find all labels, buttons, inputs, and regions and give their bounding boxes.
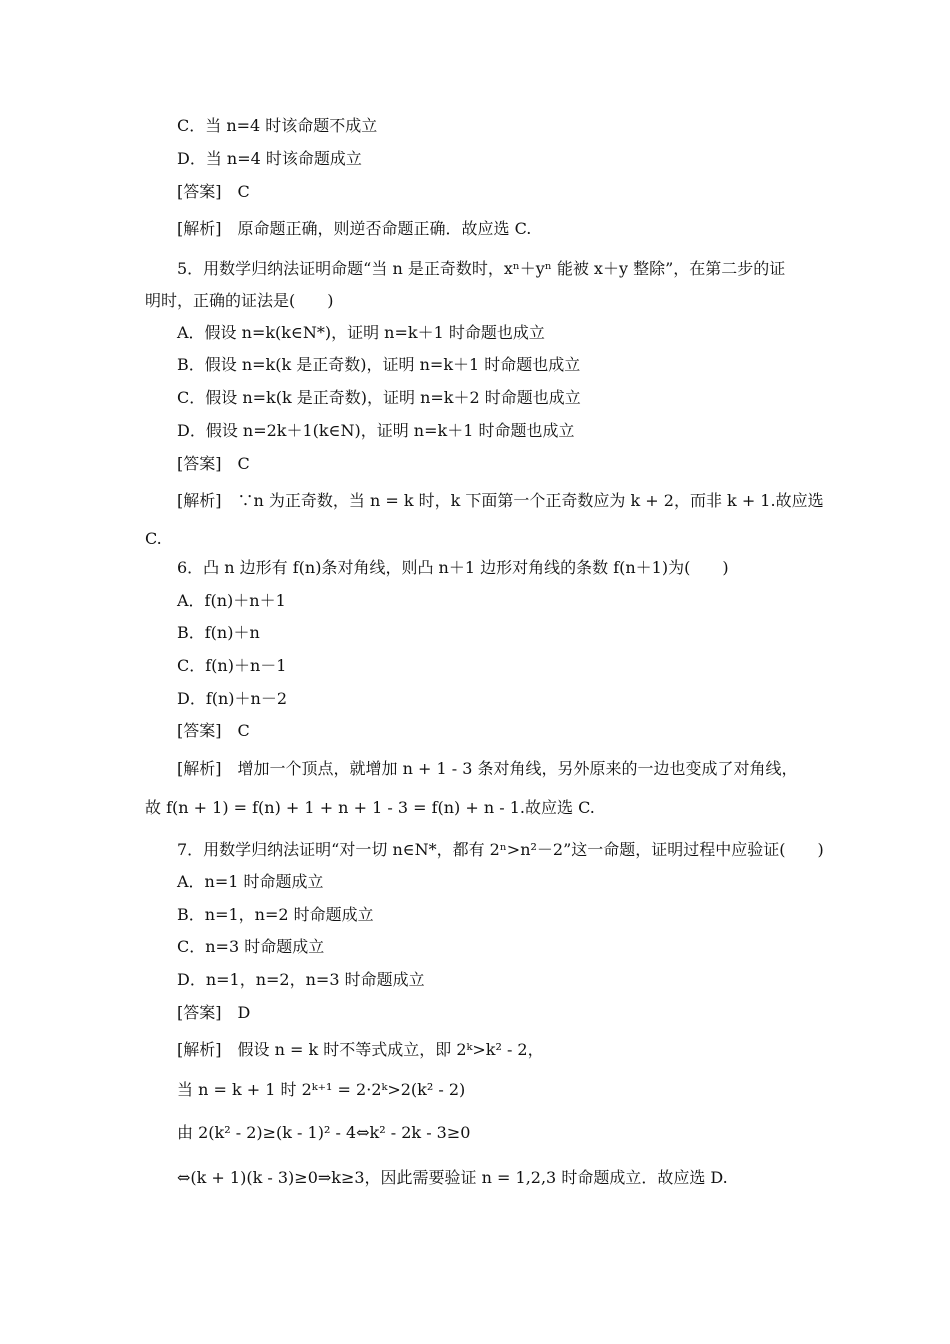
analysis-q7-line2: 当 n = k + 1 时 2ᵏ⁺¹ = 2·2ᵏ>2(k² - 2) xyxy=(177,1080,466,1099)
option-a-q5: A．假设 n=k(k∈N*)，证明 n=k＋1 时命题也成立 xyxy=(177,323,545,342)
option-d-q7: D．n=1，n=2，n=3 时命题成立 xyxy=(177,970,425,989)
option-d-q4: D．当 n=4 时该命题成立 xyxy=(177,149,362,168)
analysis-q5-line1: [解析] ∵n 为正奇数，当 n = k 时，k 下面第一个正奇数应为 k + 2，而非 k + 1.故应选 xyxy=(177,491,824,510)
answer-q5: [答案] C xyxy=(177,454,250,473)
option-c-q5: C．假设 n=k(k 是正奇数)，证明 n=k＋2 时命题也成立 xyxy=(177,388,581,407)
question-7: 7．用数学归纳法证明“对一切 n∈N*，都有 2ⁿ>n²－2”这一命题，证明过程中应验证( ) xyxy=(177,840,824,859)
answer-q4: [答案] C xyxy=(177,182,250,201)
option-a-q7: A．n=1 时命题成立 xyxy=(177,872,324,891)
answer-q6: [答案] C xyxy=(177,721,250,740)
analysis-q5-line2: C. xyxy=(145,529,162,548)
option-b-q6: B．f(n)＋n xyxy=(177,623,260,642)
question-5-line1: 5．用数学归纳法证明命题“当 n 是正奇数时，xⁿ＋yⁿ 能被 x＋y 整除”，在第二步的证 xyxy=(177,259,786,278)
analysis-q7-line3: 由 2(k² - 2)≥(k - 1)² - 4⇔k² - 2k - 3≥0 xyxy=(177,1123,471,1142)
answer-q7: [答案] D xyxy=(177,1003,251,1022)
option-b-q5: B．假设 n=k(k 是正奇数)，证明 n=k＋1 时命题也成立 xyxy=(177,355,581,374)
analysis-q7-line4: ⇔(k + 1)(k - 3)≥0⇒k≥3，因此需要验证 n = 1,2,3 时命题成立．故应选 D. xyxy=(177,1168,728,1187)
option-d-q5: D．假设 n=2k＋1(k∈N)，证明 n=k＋1 时命题也成立 xyxy=(177,421,575,440)
option-c-q4: C．当 n=4 时该命题不成立 xyxy=(177,116,378,135)
analysis-q6-line1: [解析] 增加一个顶点，就增加 n + 1 - 3 条对角线，另外原来的一边也变成了对角线， xyxy=(177,759,798,778)
question-5-line2: 明时，正确的证法是( ) xyxy=(145,291,334,310)
option-d-q6: D．f(n)＋n－2 xyxy=(177,689,288,708)
analysis-q4: [解析] 原命题正确，则逆否命题正确．故应选 C. xyxy=(177,219,532,238)
option-b-q7: B．n=1，n=2 时命题成立 xyxy=(177,905,374,924)
analysis-q6-line2: 故 f(n + 1) = f(n) + 1 + n + 1 - 3 = f(n) + n - 1.故应选 C. xyxy=(145,798,595,817)
option-c-q6: C．f(n)＋n－1 xyxy=(177,656,287,675)
option-a-q6: A．f(n)＋n＋1 xyxy=(177,591,286,610)
option-c-q7: C．n=3 时命题成立 xyxy=(177,937,325,956)
analysis-q7-line1: [解析] 假设 n = k 时不等式成立，即 2ᵏ>k² - 2， xyxy=(177,1040,544,1059)
question-6: 6．凸 n 边形有 f(n)条对角线，则凸 n＋1 边形对角线的条数 f(n＋1)为( ) xyxy=(177,558,729,577)
